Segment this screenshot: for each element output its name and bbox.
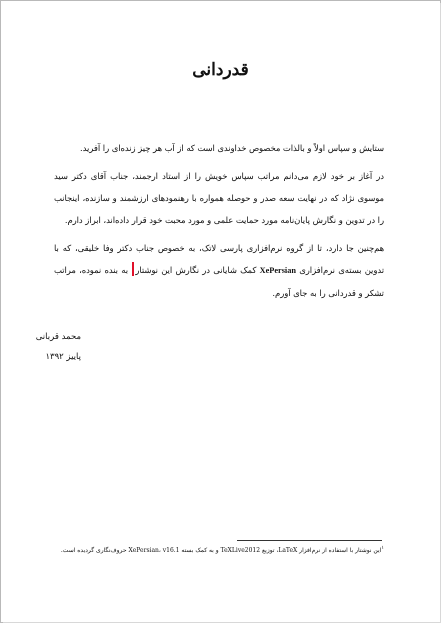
paragraph-3-text-c: به بنده نموده، مراتب تشکر و قدردانی را به جای آورم. <box>54 265 384 298</box>
package-name: XePersian <box>259 266 296 275</box>
signature-date: پاییز ۱۳۹۲ <box>45 352 81 362</box>
footnote <box>54 543 384 556</box>
footnote-rule <box>237 540 382 541</box>
paragraph-3-text-a: هم‌چنین جا دارد، تا از گروه نرم‌افزاری پارسی لاتک، به خصوص جناب دکتر وفا خلیقی، که با تدوین بسته‌ی نرم‌افزاری <box>54 243 385 275</box>
signature-block <box>36 327 81 367</box>
acknowledgement-body <box>54 137 384 304</box>
footnote-text: این نوشتار با استفاده از نرم‌افزار LaTeX، توزیع TeXLive2012 و به کمک بسته XePersian، v16.1 حروف‌نگاری گردیده است. <box>60 547 382 554</box>
paragraph-1-text: ستایش و سپاس اولاً و بالذات مخصوص خداوندی است که از آب هر چیز زنده‌ای را آفرید. <box>79 143 384 153</box>
paragraph-3 <box>54 237 384 304</box>
signature-name: محمد قربانی <box>35 332 81 342</box>
page-title: قدردانی <box>192 60 249 80</box>
paragraph-1 <box>54 137 384 159</box>
paragraph-2-text: در آغاز بر خود لازم می‌دانم مراتب سپاس خویش را از استاد ارجمند، جناب آقای دکتر سید موسوی نژاد که در نهایت سعه صدر و حوصله همواره با رهنمودهای ارزشمند و سازنده، اینجانب را در تدوین و نگارش پایان‌نامه مورد حمایت علمی و مورد محبت خود قرار داده‌اند، ابراز دارم. <box>54 171 384 225</box>
paragraph-2 <box>54 165 384 231</box>
paragraph-3-text-b: کمک شایانی در نگارش این نوشتار <box>135 265 260 275</box>
footnote-mark: ۱ <box>381 545 384 551</box>
